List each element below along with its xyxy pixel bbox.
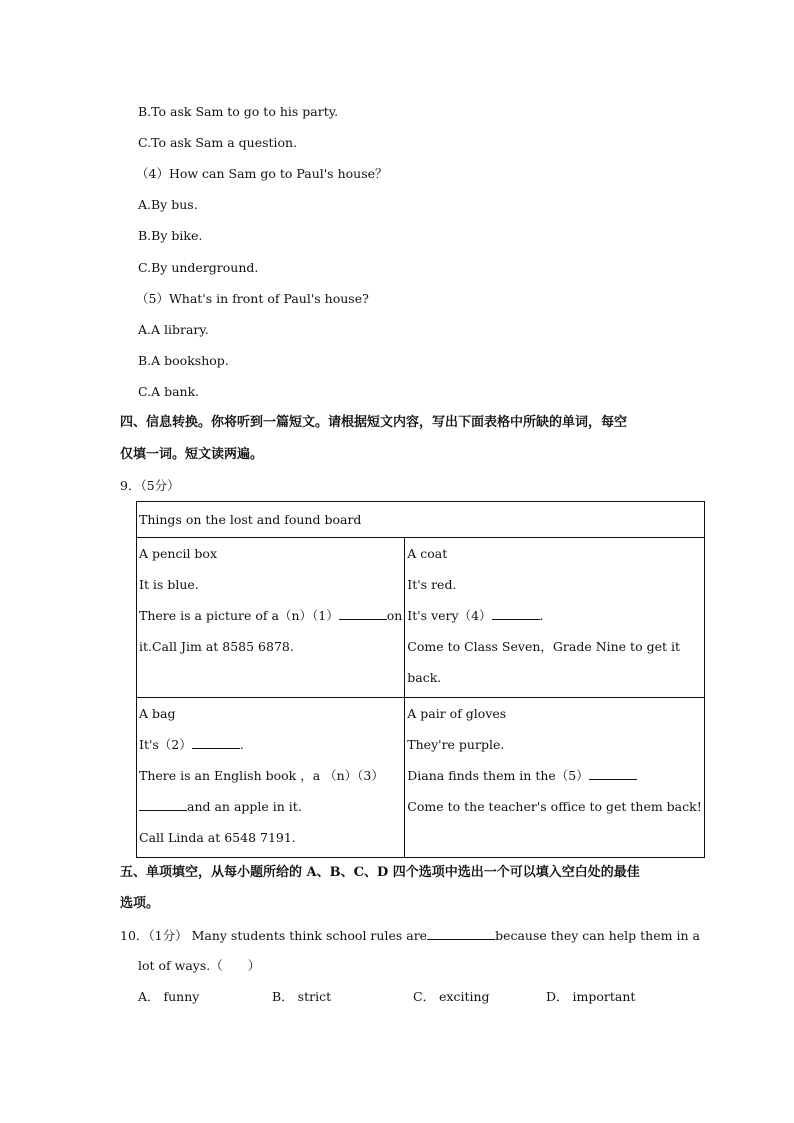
coat-title: A coat (407, 546, 448, 561)
table-header: Things on the lost and found board (139, 512, 362, 527)
pencil-box-contact: it.Call Jim at 8585 6878. (139, 639, 294, 654)
q10-stem-cont: lot of ways.（ ） (138, 958, 261, 973)
q5-option-b: B.A bookshop. (138, 353, 229, 368)
pencil-box-cell (137, 538, 405, 698)
q10-option-a[interactable]: A． funny (138, 989, 200, 1004)
blank-1[interactable] (339, 607, 387, 620)
pencil-box-color: It is blue. (139, 577, 199, 592)
lost-and-found-table (136, 501, 705, 858)
bag-cell (137, 698, 405, 858)
q5-stem: （5）What's in front of Paul's house? (136, 291, 369, 306)
coat-cell (405, 538, 704, 698)
q10-stem: 10．（1分） Many students think school rules are because they can help them in a (120, 928, 700, 943)
q10-blank[interactable] (427, 927, 495, 940)
q5-option-c: C.A bank. (138, 384, 200, 399)
gloves-blank-line: Diana finds them in the（5） (407, 760, 701, 791)
section4-heading-line1: 四、信息转换。你将听到一篇短文。请根据短文内容，写出下面表格中所缺的单词，每空 (120, 415, 628, 430)
bag-contact: Call Linda at 6548 7191. (139, 830, 296, 845)
pencil-box-blank-line: There is a picture of a（n）（1） on (139, 608, 403, 623)
bag-content-line: There is an English book ，a （n）（3） (139, 768, 384, 783)
bag-blank-line-3: and an apple in it. (139, 791, 402, 822)
section5-heading-line2: 选项。 (120, 896, 160, 911)
q5-option-a: A.A library. (138, 322, 209, 337)
q10-option-d[interactable]: D． important (546, 989, 636, 1004)
pencil-box-title: A pencil box (139, 546, 217, 561)
q3-option-c: C.To ask Sam a question. (138, 135, 298, 150)
blank-3[interactable] (139, 798, 187, 811)
coat-color: It's red. (407, 577, 457, 592)
q4-stem: （4）How can Sam go to Paul's house？ (136, 166, 388, 181)
bag-blank-line-2: It's（2） . (139, 737, 244, 752)
q4-option-a: A.By bus. (138, 197, 198, 212)
section5-heading-line1: 五、单项填空，从每小题所给的 A、B、C、D 四个选项中选出一个可以填入空白处的最佳 (120, 865, 640, 880)
blank-2[interactable] (192, 736, 240, 749)
gloves-instruction: Come to the teacher's office to get them back! (407, 799, 702, 814)
blank-4[interactable] (492, 607, 540, 620)
coat-blank-line: It's very（4） . (407, 608, 544, 623)
section4-heading-line2: 仅填一词。短文读两遍。 (120, 447, 264, 462)
gloves-color: They're purple. (407, 737, 505, 752)
gloves-title: A pair of gloves (407, 706, 507, 721)
q9-number: 9．（5分） (120, 478, 180, 493)
q4-option-c: C.By underground. (138, 260, 259, 275)
q3-option-b: B.To ask Sam to go to his party. (138, 104, 339, 119)
blank-5[interactable] (589, 767, 637, 780)
q4-option-b: B.By bike. (138, 228, 203, 243)
coat-instruction-cont: back. (407, 670, 442, 685)
gloves-cell (405, 698, 704, 858)
coat-instruction: Come to Class Seven，Grade Nine to get it (407, 639, 680, 654)
bag-title: A bag (139, 706, 176, 721)
table-header-cell (137, 502, 705, 538)
q10-option-b[interactable]: B． strict (272, 989, 332, 1004)
q10-option-c[interactable]: C． exciting (413, 989, 490, 1004)
